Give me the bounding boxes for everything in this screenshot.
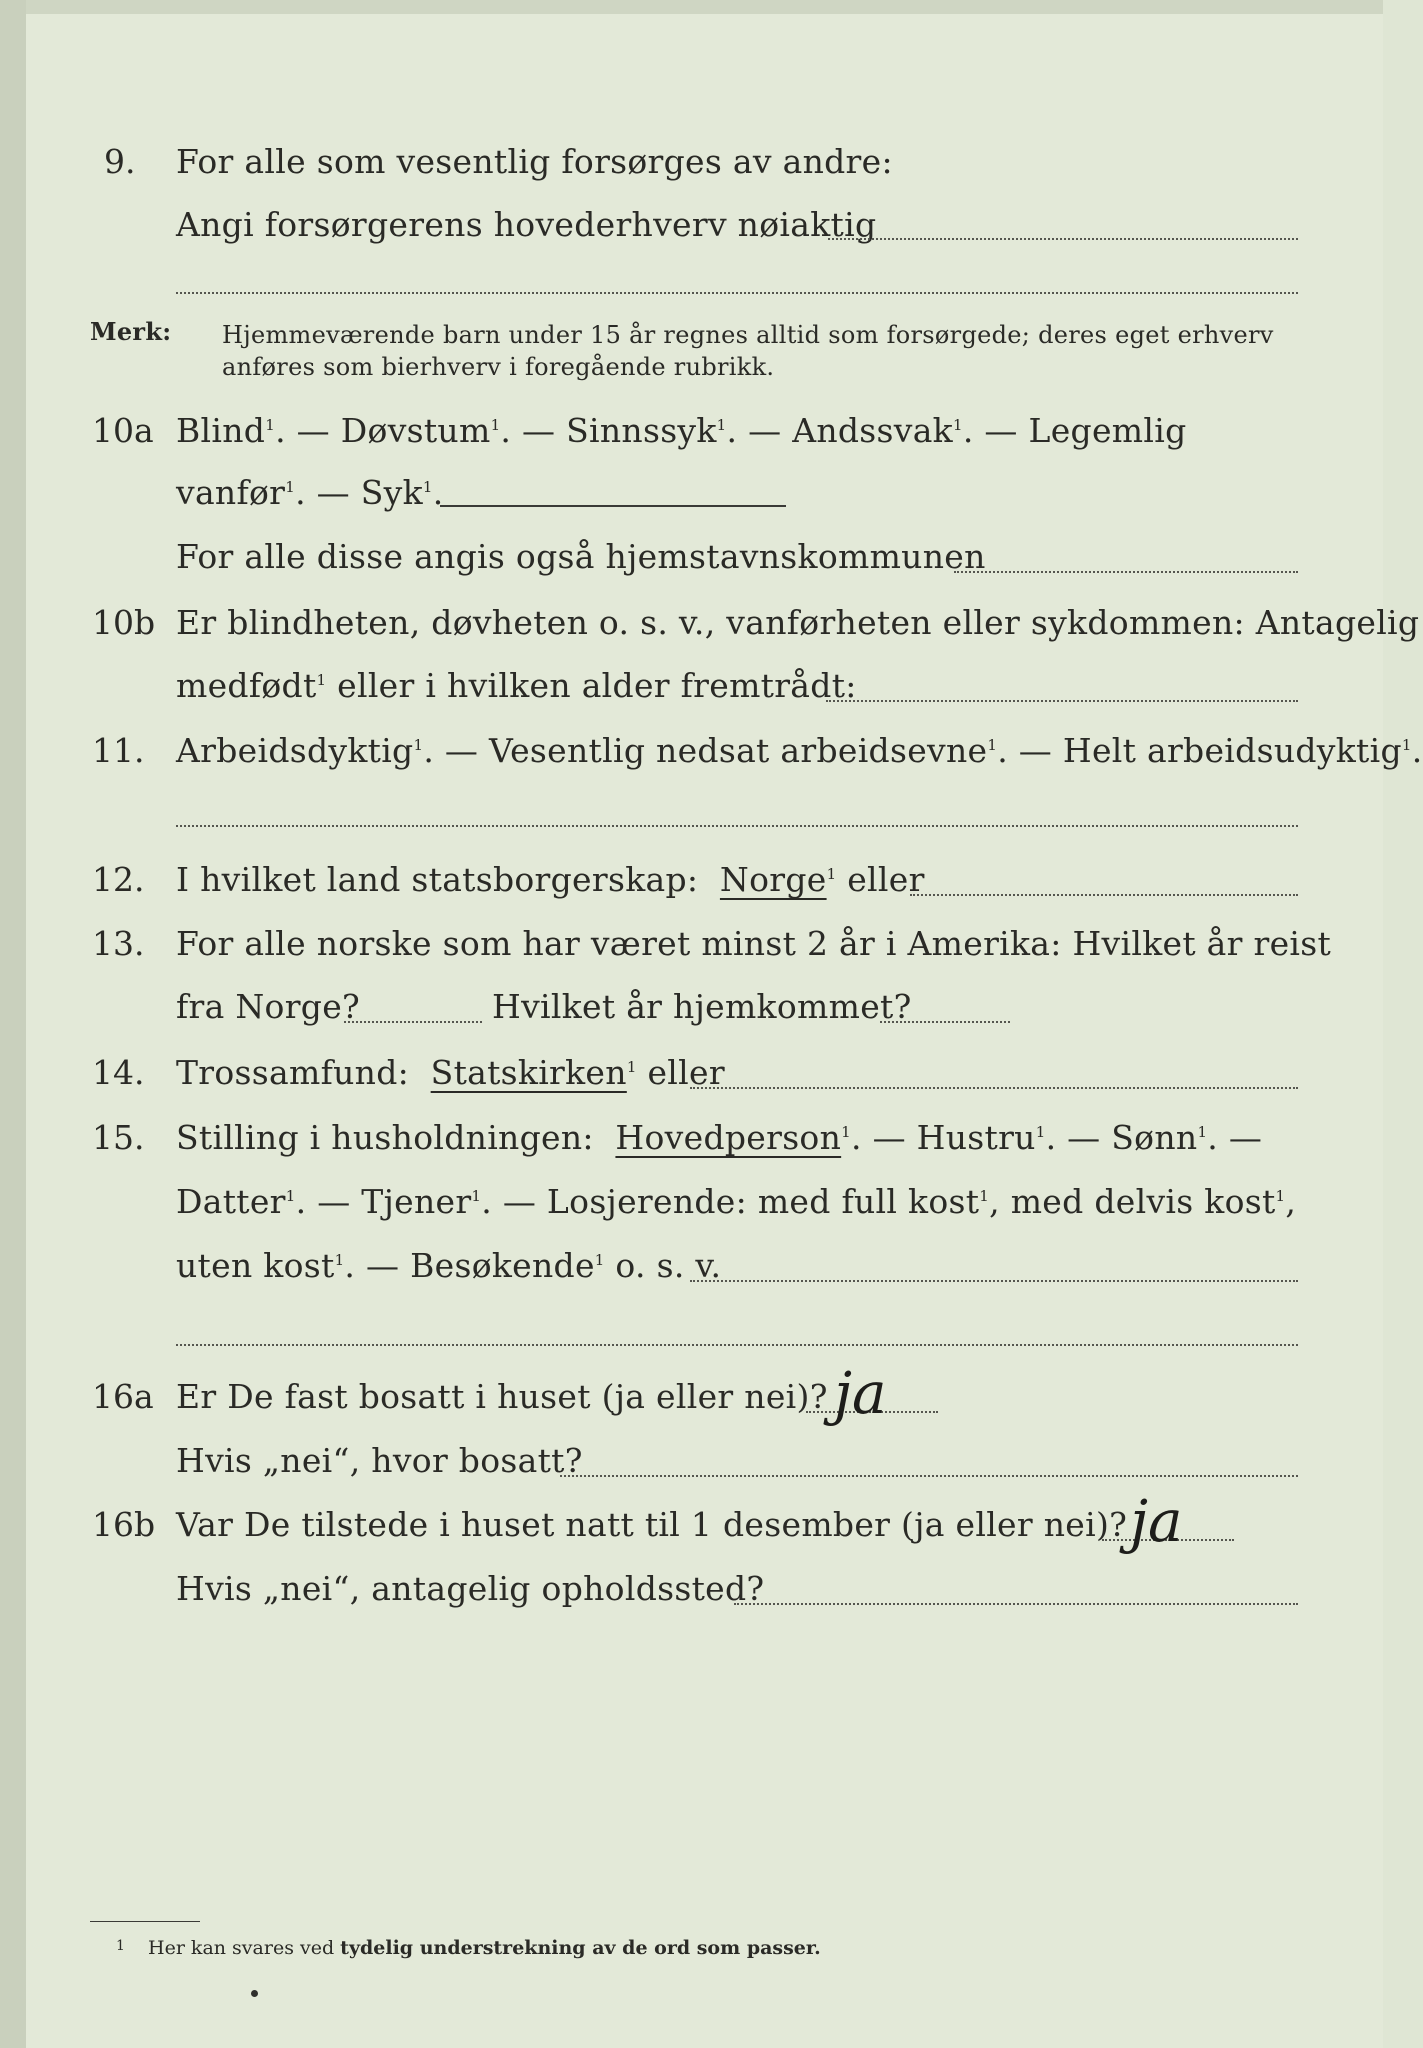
q11-number: 11. (92, 731, 145, 770)
option-tjener[interactable]: . — Tjener (295, 1182, 472, 1221)
option-sinnssyk[interactable]: Sinnssyk (566, 411, 717, 450)
q16a-line-1: Er De fast bosatt i huset (ja eller nei)? (176, 1377, 828, 1416)
page-left-edge (0, 0, 26, 2048)
q16a-handwritten-answer[interactable]: ja (834, 1359, 887, 1427)
option-legemlig[interactable]: Legemlig (1028, 411, 1187, 450)
q10a-line-1: Blind$^1$. — Døvstum$^1$. — Sinnssyk$^1$. — Andssvak$^1$. — Legemlig (176, 411, 1187, 450)
page-top-edge (0, 0, 1383, 14)
option-arbeidsudyktig[interactable]: . — Helt arbeidsudyktig (997, 731, 1402, 770)
option-andssvak[interactable]: Andssvak (792, 411, 953, 450)
footnote-rule (90, 1921, 200, 1922)
q16b-number: 16b (92, 1505, 156, 1544)
q13-part-b: Hvilket år hjemkommet? (492, 987, 912, 1026)
q10b-answer-line[interactable] (826, 700, 1298, 702)
option-syk[interactable]: Syk (360, 473, 423, 512)
option-uten-kost[interactable]: uten kost (176, 1246, 335, 1285)
q10b-number: 10b (92, 603, 156, 642)
option-hustru[interactable]: . — Hustru (851, 1118, 1036, 1157)
q16b-opholdssted-line[interactable] (734, 1603, 1298, 1605)
option-nedsat-arbeidsevne[interactable]: . — Vesentlig nedsat arbeidsevne (423, 731, 988, 770)
footnote-text: Her kan svares ved tydelig understrekning av de ord som passer. (148, 1937, 821, 1959)
q11-line: Arbeidsdyktig$^1$. — Vesentlig nedsat arbeidsevne$^1$. — Helt arbeidsudyktig$^1$. (176, 731, 1423, 770)
answer-hovedperson[interactable]: Hovedperson (615, 1118, 842, 1157)
q15-line-1: Stilling i husholdningen: Hovedperson$^1$. — Hustru$^1$. — Sønn$^1$. — (176, 1118, 1263, 1157)
q12-number: 12. (92, 860, 145, 899)
q13-hjemkommet-line[interactable] (880, 1021, 1010, 1023)
q9-line-1: For alle som vesentlig forsørges av andre: (176, 142, 893, 181)
q13-line-1: For alle norske som har været minst 2 år i Amerika: Hvilket år reist (176, 924, 1332, 963)
option-delvis-kost[interactable]: , med delvis kost (989, 1182, 1276, 1221)
q9-answer-line[interactable] (828, 238, 1298, 240)
option-full-kost[interactable]: . — Losjerende: med full kost (481, 1182, 980, 1221)
q15-line-2: Datter$^1$. — Tjener$^1$. — Losjerende: med full kost$^1$, med delvis kost$^1$, (176, 1182, 1297, 1221)
q16a-line-2: Hvis „nei“, hvor bosatt? (176, 1441, 583, 1480)
q16b-handwritten-answer[interactable]: ja (1130, 1487, 1183, 1555)
q9-number: 9. (104, 142, 136, 181)
option-vanfor[interactable]: vanfør (176, 473, 286, 512)
q14-number: 14. (92, 1053, 145, 1092)
q10a-line-2: vanfør$^1$. — Syk$^1$. (176, 473, 444, 512)
ink-dot (251, 1990, 258, 1997)
q9-line-2: Angi forsørgerens hovederhverv nøiaktig (176, 205, 877, 244)
q10a-line-3: For alle disse angis også hjemstavnskommunen (176, 537, 986, 576)
q13-number: 13. (92, 924, 145, 963)
q10a-number: 10a (92, 411, 154, 450)
q16b-line-1: Var De tilstede i huset natt til 1 desember (ja eller nei)? (176, 1505, 1128, 1544)
option-medfodt[interactable]: medfødt (176, 666, 317, 705)
q13-reist-line[interactable] (344, 1021, 482, 1023)
answer-norge[interactable]: Norge (719, 860, 827, 899)
q13-part-a: fra Norge? (176, 987, 361, 1026)
q16a-bosatt-line[interactable] (560, 1475, 1298, 1477)
q12-answer-line[interactable] (910, 894, 1298, 896)
answer-statskirken[interactable]: Statskirken (430, 1053, 627, 1092)
q14-answer-line[interactable] (690, 1087, 1298, 1089)
q11-answer-line[interactable] (176, 825, 1298, 827)
q16b-line-2: Hvis „nei“, antagelig opholdssted? (176, 1569, 765, 1608)
option-arbeidsdyktig[interactable]: Arbeidsdyktig (176, 731, 414, 770)
q9-answer-line-2[interactable] (176, 292, 1298, 294)
q15-number: 15. (92, 1118, 145, 1157)
q12-line: I hvilket land statsborgerskap: Norge$^1$ eller (176, 860, 925, 899)
q10b-line-2: medfødt$^1$ eller i hvilken alder fremtrådt: (176, 666, 857, 705)
q15-answer-line-2[interactable] (176, 1344, 1298, 1346)
option-dovstum[interactable]: Døvstum (340, 411, 491, 450)
footnote-mark: 1 (116, 1938, 125, 1954)
q16a-number: 16a (92, 1377, 154, 1416)
merk-label: Merk: (90, 317, 172, 346)
q15-line-3: uten kost$^1$. — Besøkende$^1$ o. s. v. (176, 1246, 722, 1285)
q15-answer-line[interactable] (690, 1280, 1298, 1282)
q10a-answer-line[interactable] (440, 505, 786, 507)
merk-line-1: Hjemmeværende barn under 15 år regnes alltid som forsørgede; deres eget erhverv (222, 321, 1274, 349)
option-besokende[interactable]: . — Besøkende (344, 1246, 595, 1285)
option-datter[interactable]: Datter (176, 1182, 286, 1221)
q14-line: Trossamfund: Statskirken$^1$ eller (176, 1053, 725, 1092)
merk-line-2: anføres som bierhverv i foregående rubrikk. (222, 353, 775, 381)
option-sonn[interactable]: . — Sønn (1045, 1118, 1198, 1157)
option-blind[interactable]: Blind (176, 411, 266, 450)
q10a-hjemstavn-line[interactable] (954, 571, 1298, 573)
q10b-line-1: Er blindheten, døvheten o. s. v., vanførheten eller sykdommen: Antagelig (176, 603, 1420, 642)
